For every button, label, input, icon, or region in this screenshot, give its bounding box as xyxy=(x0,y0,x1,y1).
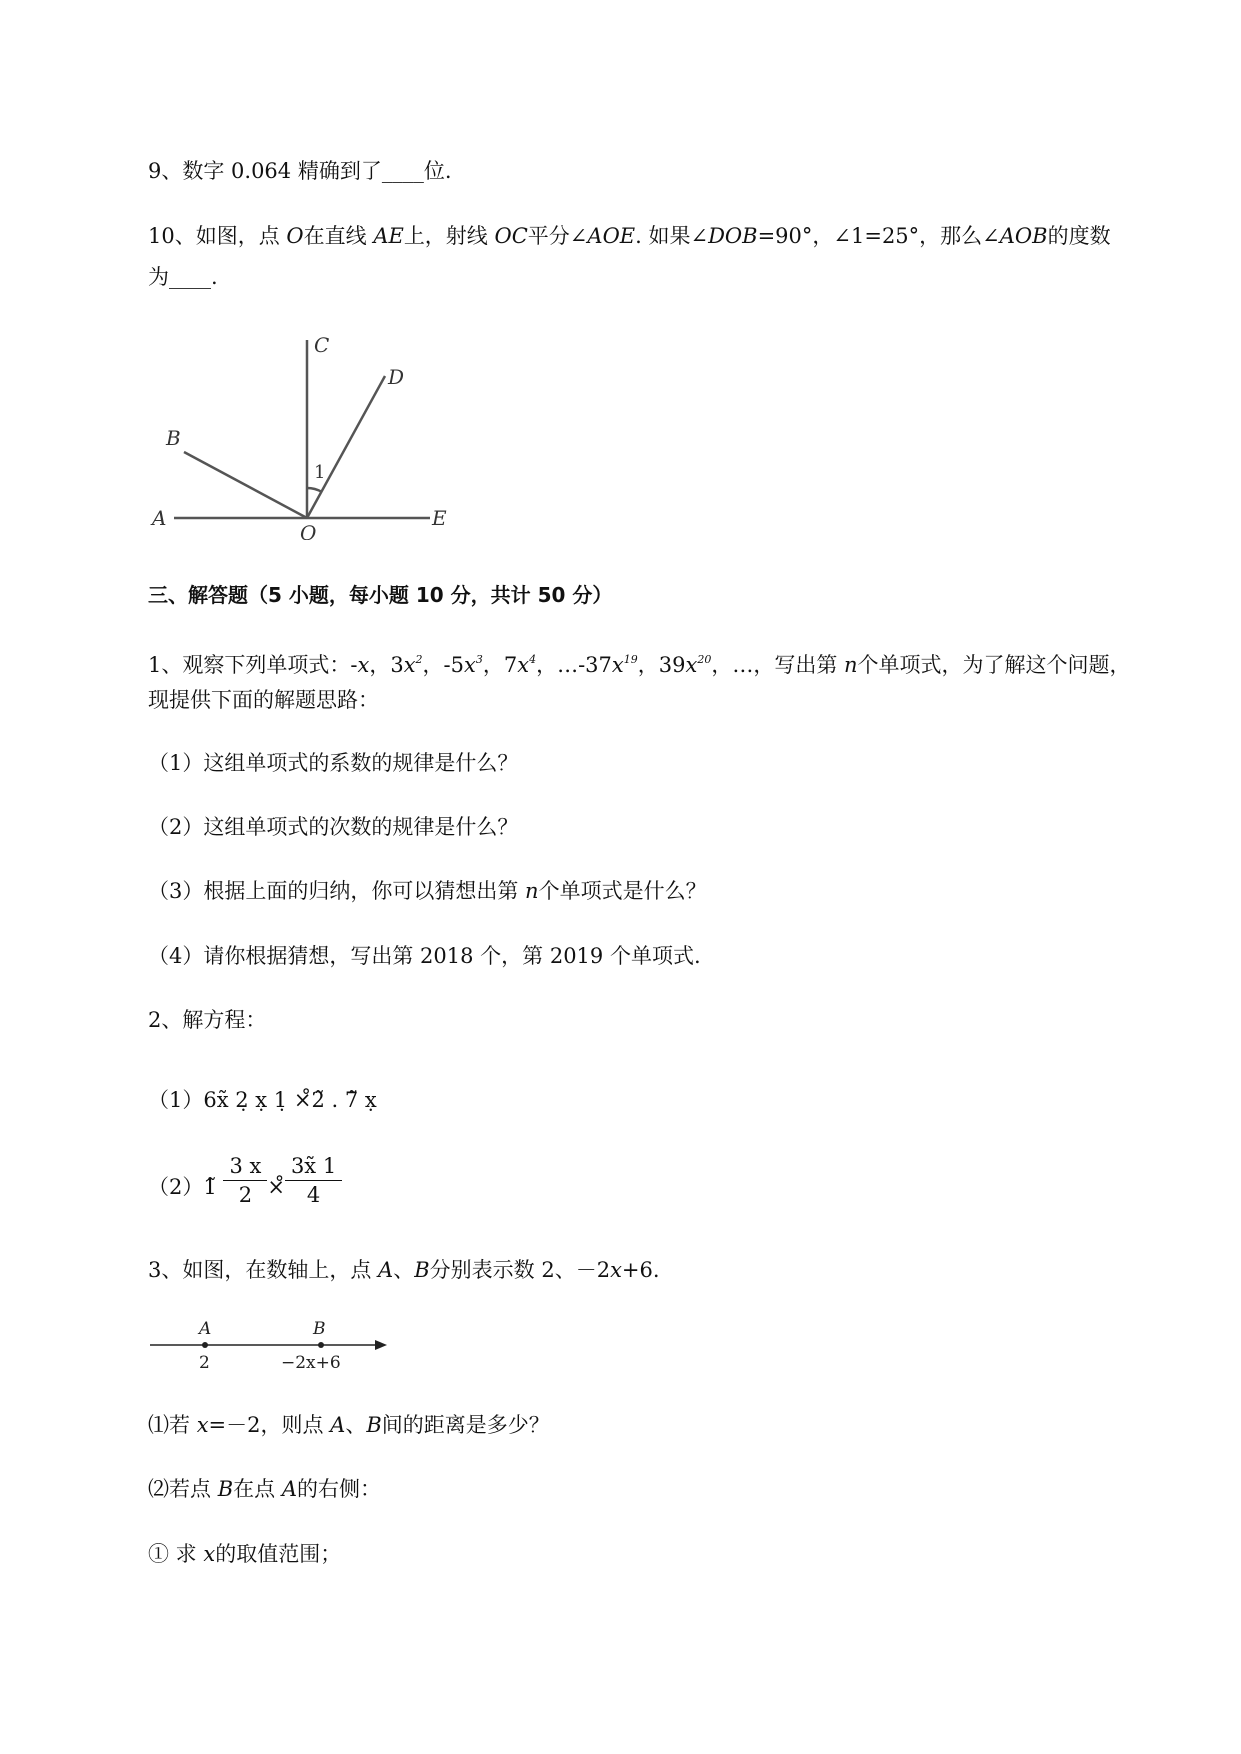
problem-3-text: 3、如图，在数轴上，点 A、B分别表示数 2、－2x+6. xyxy=(148,1258,660,1282)
question-9: 9、数字 0.064 精确到了____位. xyxy=(148,159,452,183)
point-a-label: A xyxy=(199,1319,212,1339)
point-b-value: −2x+6 xyxy=(281,1353,341,1373)
ray-ob xyxy=(184,452,307,518)
problem-1-line2: 现提供下面的解题思路： xyxy=(148,688,379,712)
problem-2-title: 2、解方程： xyxy=(148,1008,267,1032)
problem-1-sub2: （2）这组单项式的次数的规律是什么？ xyxy=(148,815,519,839)
problem-2-eq2: （2）1̃ $\frac{3 x}{2}$ ×̊ $\frac{3x̃ 1}{4}$ xyxy=(148,1160,342,1217)
number-line-figure xyxy=(145,1310,405,1380)
label-o: O xyxy=(300,521,317,540)
point-a-value: 2 xyxy=(199,1353,210,1373)
label-1: 1 xyxy=(314,462,326,483)
problem-1-sub3: （3）根据上面的归纳，你可以猜想出第 n个单项式是什么？ xyxy=(148,879,707,903)
problem-2-eq1: （1）6x̃ 2̣ x̣ 1̣ ×̊2̃ . 7̃ x̣ xyxy=(148,1088,377,1112)
section-3-title: 三、解答题（5 小题，每小题 10 分，共计 50 分） xyxy=(148,583,613,607)
label-b: B xyxy=(166,426,181,450)
problem-3-q1: ⑴若 x=－2，则点 A、B间的距离是多少？ xyxy=(148,1413,550,1437)
label-c: C xyxy=(314,333,330,357)
point-b xyxy=(318,1342,324,1348)
point-a xyxy=(202,1342,208,1348)
label-e: E xyxy=(432,506,447,530)
problem-1-sub1: （1）这组单项式的系数的规律是什么？ xyxy=(148,751,519,775)
label-a: A xyxy=(152,506,167,530)
problem-1-line1: 1、观察下列单项式：-x，$3x^2$，$-5x^3$，$7x^4$，$\dots-37x^{19}$，$39x^{20}$，…，写出第 n个单项式，为了解这个问题， xyxy=(148,653,1131,677)
ray-od xyxy=(307,376,385,518)
point-b-label: B xyxy=(313,1319,326,1339)
question-10-line2: 为____. xyxy=(148,265,218,289)
problem-3-q3: ① 求 x的取值范围； xyxy=(148,1542,342,1566)
angle-figure xyxy=(140,320,480,540)
question-10-line1: 10、如图，点 O在直线 AE上，射线 OC平分∠AOE. 如果∠DOB=90°，∠1=25°，那么∠AOB的度数 xyxy=(148,224,1111,248)
fraction-1: $\frac{3 x}{2}$ xyxy=(223,1152,267,1209)
problem-1-sub4: （4）请你根据猜想，写出第 2018 个，第 2019 个单项式. xyxy=(148,944,701,968)
number-line-arrow xyxy=(375,1340,387,1350)
fraction-2: $\frac{3x̃ 1}{4}$ xyxy=(285,1152,342,1209)
angle-1-arc xyxy=(307,488,322,492)
problem-3-q2: ⑵若点 B在点 A的右侧： xyxy=(148,1477,381,1501)
label-d: D xyxy=(388,365,405,389)
